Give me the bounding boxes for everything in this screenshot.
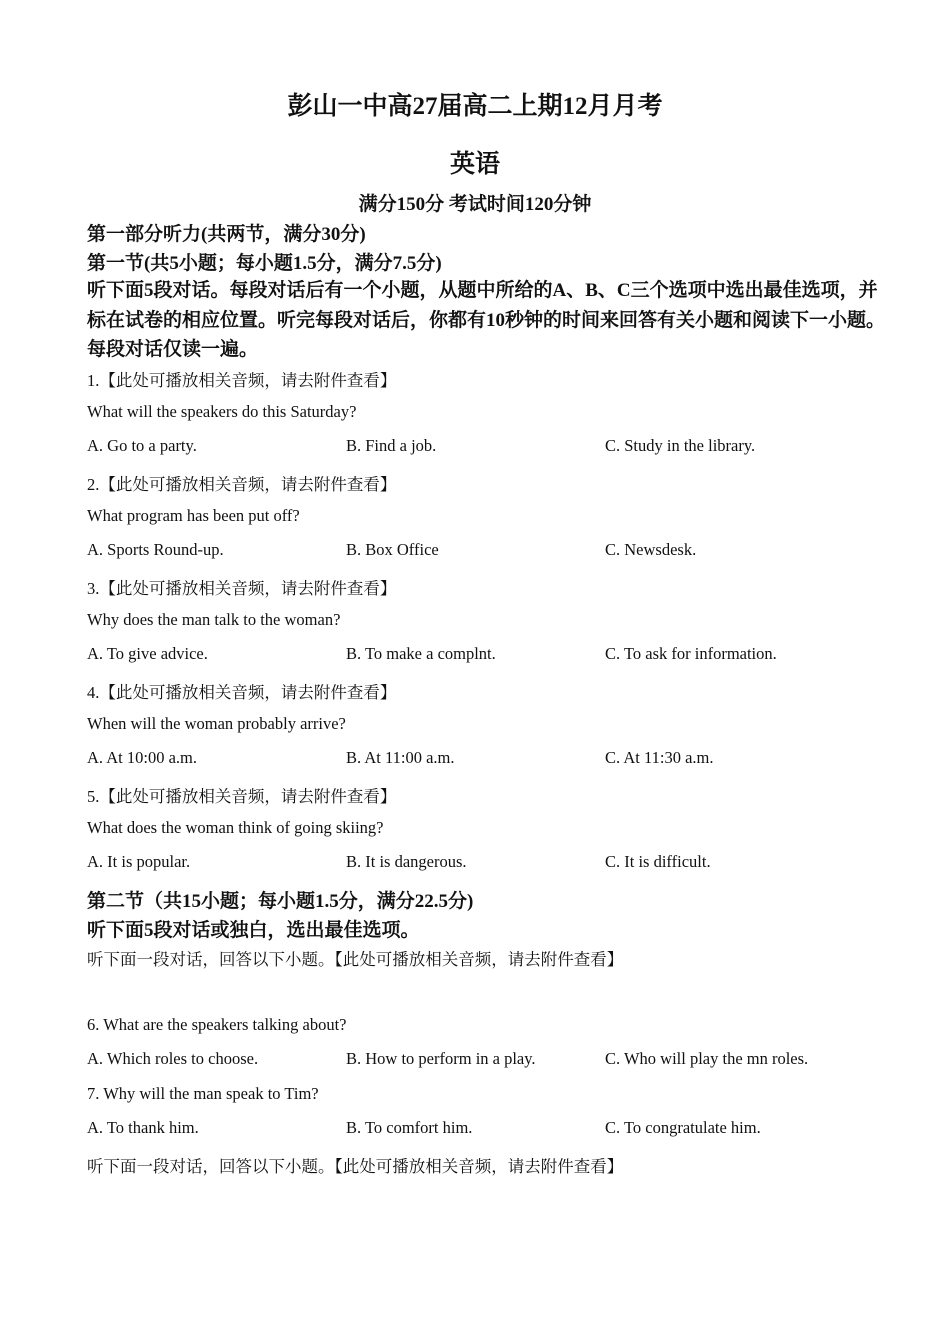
q5-option-a: A. It is popular. xyxy=(87,852,191,871)
q4-option-b: B. At 11:00 a.m. xyxy=(346,748,455,767)
q3-option-b: B. To make a complnt. xyxy=(346,644,496,663)
question-4: When will the woman probably arrive? xyxy=(87,714,346,733)
section1-heading: 第一节(共5小题；每小题1.5分，满分7.5分) xyxy=(87,253,442,274)
exam-info: 满分150分 考试时间120分钟 xyxy=(358,194,592,215)
q7-option-b: B. To comfort him. xyxy=(346,1118,473,1137)
q4-option-a: A. At 10:00 a.m. xyxy=(87,748,197,767)
question-2: What program has been put off? xyxy=(87,506,300,525)
q1-option-c: C. Study in the library. xyxy=(605,436,756,455)
q1-option-b: B. Find a job. xyxy=(346,436,437,455)
exam-title: 彭山一中高27届高二上期12月月考 xyxy=(287,93,663,120)
q6-option-c: C. Who will play the mn roles. xyxy=(605,1049,809,1068)
audio-prompt-1[interactable]: 听下面一段对话，回答以下小题。【此处可播放相关音频，请去附件查看】 xyxy=(87,950,624,969)
question-7: 7. Why will the man speak to Tim? xyxy=(87,1084,319,1103)
part1-heading: 第一部分听力(共两节，满分30分) xyxy=(87,224,366,245)
q4-option-c: C. At 11:30 a.m. xyxy=(605,748,714,767)
section2-heading: 第二节（共15小题；每小题1.5分，满分22.5分) xyxy=(87,891,474,912)
q1-option-a: A. Go to a party. xyxy=(87,436,197,455)
q5-option-c: C. It is difficult. xyxy=(605,852,711,871)
section2-instruction: 听下面5段对话或独白，选出最佳选项。 xyxy=(87,920,420,941)
subject-title: 英语 xyxy=(449,151,500,178)
q3-option-c: C. To ask for information. xyxy=(605,644,777,663)
audio-link-2[interactable]: 2.【此处可播放相关音频，请去附件查看】 xyxy=(87,475,397,494)
q5-option-b: B. It is dangerous. xyxy=(346,852,467,871)
question-3: Why does the man talk to the woman? xyxy=(87,610,341,629)
q3-option-a: A. To give advice. xyxy=(87,644,208,663)
q2-option-c: C. Newsdesk. xyxy=(605,540,697,559)
q6-option-b: B. How to perform in a play. xyxy=(346,1049,536,1068)
audio-link-5[interactable]: 5.【此处可播放相关音频，请去附件查看】 xyxy=(87,787,397,806)
audio-link-4[interactable]: 4.【此处可播放相关音频，请去附件查看】 xyxy=(87,683,397,702)
audio-prompt-2[interactable]: 听下面一段对话，回答以下小题。【此处可播放相关音频，请去附件查看】 xyxy=(87,1157,624,1176)
q2-option-a: A. Sports Round-up. xyxy=(87,540,224,559)
q7-option-a: A. To thank him. xyxy=(87,1118,199,1137)
question-6: 6. What are the speakers talking about? xyxy=(87,1015,347,1034)
question-5: What does the woman think of going skiing? xyxy=(87,818,384,837)
section1-instruction: 听下面5段对话。每段对话后有一个小题，从题中所给的A、B、C三个选项中选出最佳选项，并标在试卷的相应位置。听完每段对话后，你都有10秒钟的时间来回答有关小题和阅读下一小题。每段对话仅读一遍。 xyxy=(87,280,886,360)
q2-option-b: B. Box Office xyxy=(346,540,439,559)
audio-link-3[interactable]: 3.【此处可播放相关音频，请去附件查看】 xyxy=(87,579,397,598)
q7-option-c: C. To congratulate him. xyxy=(605,1118,761,1137)
q6-option-a: A. Which roles to choose. xyxy=(87,1049,259,1068)
audio-link-1[interactable]: 1.【此处可播放相关音频，请去附件查看】 xyxy=(87,371,397,390)
question-1: What will the speakers do this Saturday? xyxy=(87,402,357,421)
